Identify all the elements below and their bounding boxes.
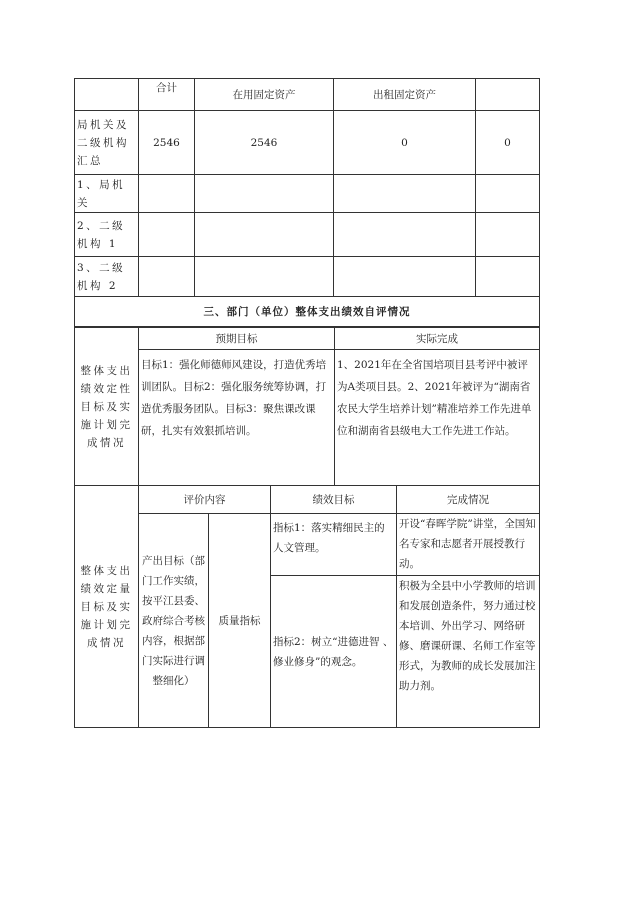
row-rented: [334, 257, 476, 297]
indicator-1: 指标1：落实精细民主的人文管理。: [271, 514, 397, 576]
table-row: [75, 111, 540, 175]
quantitative-table: [74, 485, 540, 728]
row-rented: [334, 175, 476, 213]
section-title-row: [75, 297, 540, 327]
row-rented: 0: [334, 111, 476, 175]
row-total: [139, 257, 195, 297]
row-total: [139, 213, 195, 257]
actual-text: 1、2021年在全省国培项目县考评中被评为A类项目县。2、2021年被评为“湖南省农民大学生培养计划”精准培养工作先进单位和湖南省县级电大工作先进工作站。: [335, 350, 540, 486]
result-2: 积极为全县中小学教师的培训和发展创造条件，努力通过校本培训、外出学习、网络研修、磨课研课、名师工作室等形式，为教师的成长发展加注助力剂。: [397, 576, 540, 728]
qualitative-label: 整体支出绩效定性目标及实施计划完成情况: [75, 328, 139, 486]
actual-header: 实际完成: [335, 328, 540, 350]
row-rented: [334, 213, 476, 257]
row-total: [139, 175, 195, 213]
qualitative-header-row: [75, 328, 540, 350]
header-rented: 出租固定资产: [334, 79, 476, 111]
header-total: 合计: [139, 79, 195, 111]
row-other: [476, 213, 540, 257]
asset-table: [74, 78, 540, 327]
row-other: 0: [476, 111, 540, 175]
result-header: 完成情况: [397, 486, 540, 514]
quantitative-header-row: [75, 486, 540, 514]
quality-indicator: 质量指标: [209, 514, 271, 728]
qualitative-table: [74, 327, 540, 486]
row-label: 3、二级机构 2: [75, 257, 139, 297]
quantitative-label: 整体支出绩效定量目标及实施计划完成情况: [75, 486, 139, 728]
row-in-use: [195, 175, 334, 213]
asset-header-row: [75, 79, 540, 111]
section-title: 三、部门（单位）整体支出绩效自评情况: [75, 297, 540, 327]
expected-text: 目标1：强化师德师风建设，打造优秀培训团队。目标2：强化服务统筹协调，打造优秀服务团队。目标3：聚焦课改课研，扎实有效狠抓培训。: [139, 350, 335, 486]
table-row: [75, 175, 540, 213]
output-target: 产出目标（部门工作实绩，按平江县委、政府综合考核内容，根据部门实际进行调整细化）: [139, 514, 209, 728]
header-blank-cell: [75, 79, 139, 111]
indicator-2: 指标2：树立“进德进智 、修业修身”的观念。: [271, 576, 397, 728]
row-other: [476, 257, 540, 297]
expected-header: 预期目标: [139, 328, 335, 350]
row-label: 2、二级机构 1: [75, 213, 139, 257]
table-row: [75, 514, 540, 576]
row-label: 1、局机关: [75, 175, 139, 213]
header-other: [476, 79, 540, 111]
row-total: 2546: [139, 111, 195, 175]
row-label: 局机关及二级机构汇总: [75, 111, 139, 175]
result-1: 开设“春晖学院”讲堂，全国知名专家和志愿者开展授教行动。: [397, 514, 540, 576]
row-in-use: [195, 257, 334, 297]
qualitative-content-row: [75, 350, 540, 486]
row-in-use: [195, 213, 334, 257]
row-other: [476, 175, 540, 213]
table-row: [75, 257, 540, 297]
header-in-use: 在用固定资产: [195, 79, 334, 111]
target-header: 绩效目标: [271, 486, 397, 514]
row-in-use: 2546: [195, 111, 334, 175]
eval-header: 评价内容: [139, 486, 271, 514]
table-row: [75, 213, 540, 257]
